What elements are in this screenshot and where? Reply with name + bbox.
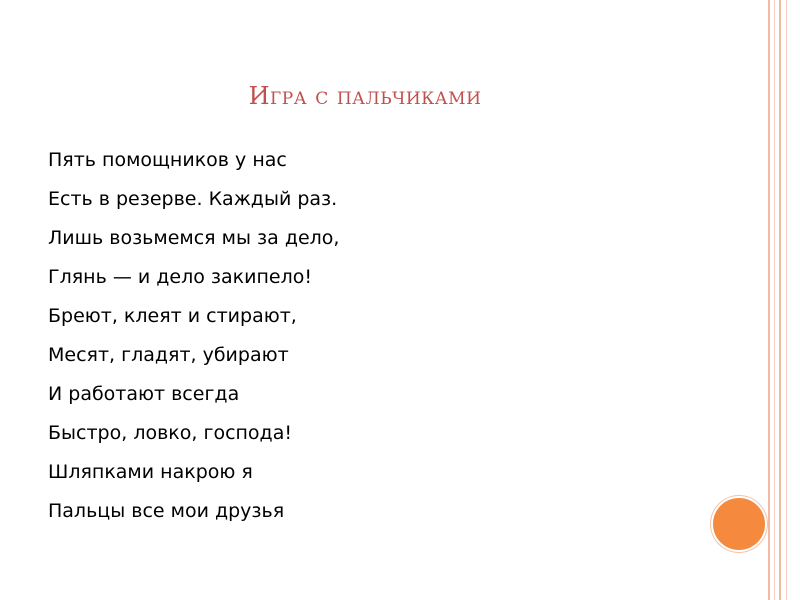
poem-line: Бреют, клеят и стирают, bbox=[48, 305, 297, 327]
poem-line: И работают всегда bbox=[48, 383, 240, 405]
frame-line bbox=[768, 0, 770, 600]
poem-line: Есть в резерве. Каждый раз. bbox=[48, 188, 338, 210]
frame-line bbox=[786, 0, 787, 600]
frame-line bbox=[779, 0, 781, 600]
decorative-circle bbox=[711, 496, 767, 552]
poem-line: Лишь возьмемся мы за дело, bbox=[48, 227, 340, 249]
frame-line bbox=[774, 0, 775, 600]
poem-line: Месят, гладят, убирают bbox=[48, 344, 289, 366]
slide-title: Игра с пальчиками bbox=[248, 82, 482, 110]
poem-line: Пальцы все мои друзья bbox=[48, 500, 285, 522]
poem-line: Пять помощников у нас bbox=[48, 149, 287, 171]
poem-text bbox=[48, 144, 339, 534]
poem-line: Глянь — и дело закипело! bbox=[48, 266, 312, 288]
poem-line: Быстро, ловко, господа! bbox=[48, 422, 292, 444]
poem-line: Шляпками накрою я bbox=[48, 461, 253, 483]
